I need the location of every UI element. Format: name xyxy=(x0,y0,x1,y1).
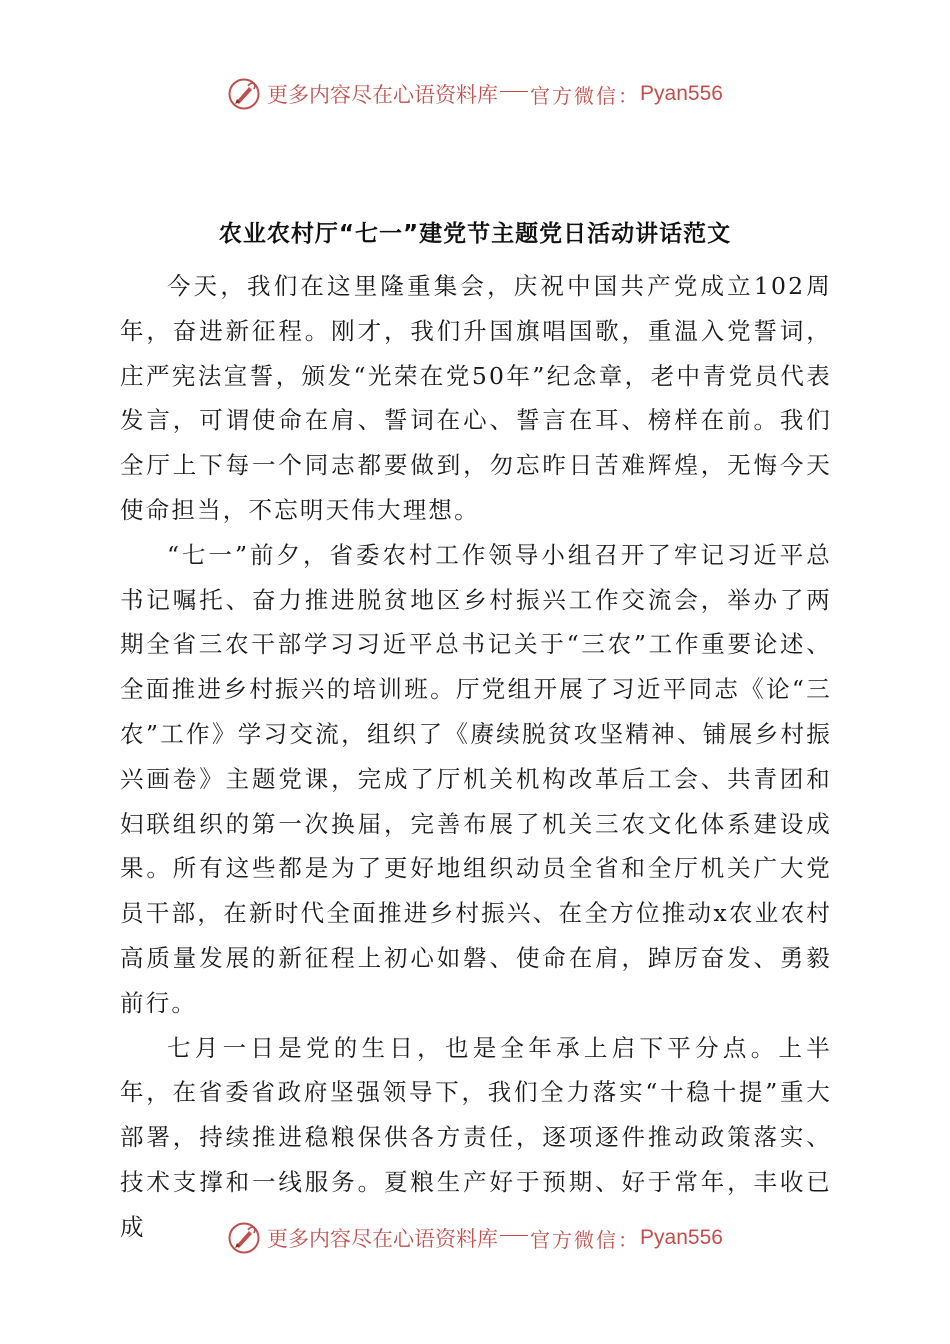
footer-banner xyxy=(0,1216,950,1260)
banner-dash xyxy=(500,91,528,92)
official-label: 官方微信： xyxy=(530,83,641,108)
brand-text: 更多内容尽在心语资料库 xyxy=(267,83,499,107)
brand-text: 更多内容尽在心语资料库 xyxy=(267,1227,499,1251)
paragraph: 七月一日是党的生日，也是全年承上启下平分点。上半年，在省委省政府坚强领导下，我们全力落实“十稳十提”重大部署，持续推进稳粮保供各方责任，逐项逐件推动政策落实、技术支撑和一线服务。夏粮生产好于预期、好于常年，丰收已成 xyxy=(120,1033,832,1241)
paragraph: “七一”前夕，省委农村工作领导小组召开了牢记习近平总书记嘱托、奋力推进脱贫地区乡村振兴工作交流会，举办了两期全省三农干部学习习近平总书记关于“三农”工作重要论述、全面推进乡村振兴的培训班。厅党组开展了习近平同志《论“三农”工作》学习交流，组织了《赓续脱贫攻坚精神、铺展乡村振兴画卷》主题党课，完成了厅机关机构改革后工会、共青团和妇联组织的第一次换届，完善布展了机关三农文化体系建设成果。所有这些都是为了更好地组织动员全省和全厅机关广大党员干部，在新时代全面推进乡村振兴、在全方位推动x农业农村高质量发展的新征程上初心如磐、使命在肩，踔厉奋发、勇毅前行。 xyxy=(120,540,832,1017)
brand-logo-icon xyxy=(227,77,261,111)
brand-logo-icon xyxy=(227,1221,261,1255)
official-label: 官方微信： xyxy=(530,1227,641,1252)
wechat-id: Pyan556 xyxy=(640,1226,723,1249)
document-title: 农业农村厅“七一”建党节主题党日活动讲话范文 xyxy=(218,221,732,247)
wechat-id: Pyan556 xyxy=(640,82,723,105)
header-banner xyxy=(0,72,950,116)
banner-dash xyxy=(500,1235,528,1236)
paragraph: 今天，我们在这里隆重集会，庆祝中国共产党成立102周年，奋进新征程。刚才，我们升国旗唱国歌，重温入党誓词，庄严宪法宣誓，颁发“光荣在党50年”纪念章，老中青党员代表发言，可谓使命在肩、誓词在心、誓言在耳、榜样在前。我们全厅上下每一个同志都要做到，勿忘昨日苦难辉煌，无悔今天使命担当，不忘明天伟大理想。 xyxy=(120,272,832,524)
document-body xyxy=(120,264,832,1250)
